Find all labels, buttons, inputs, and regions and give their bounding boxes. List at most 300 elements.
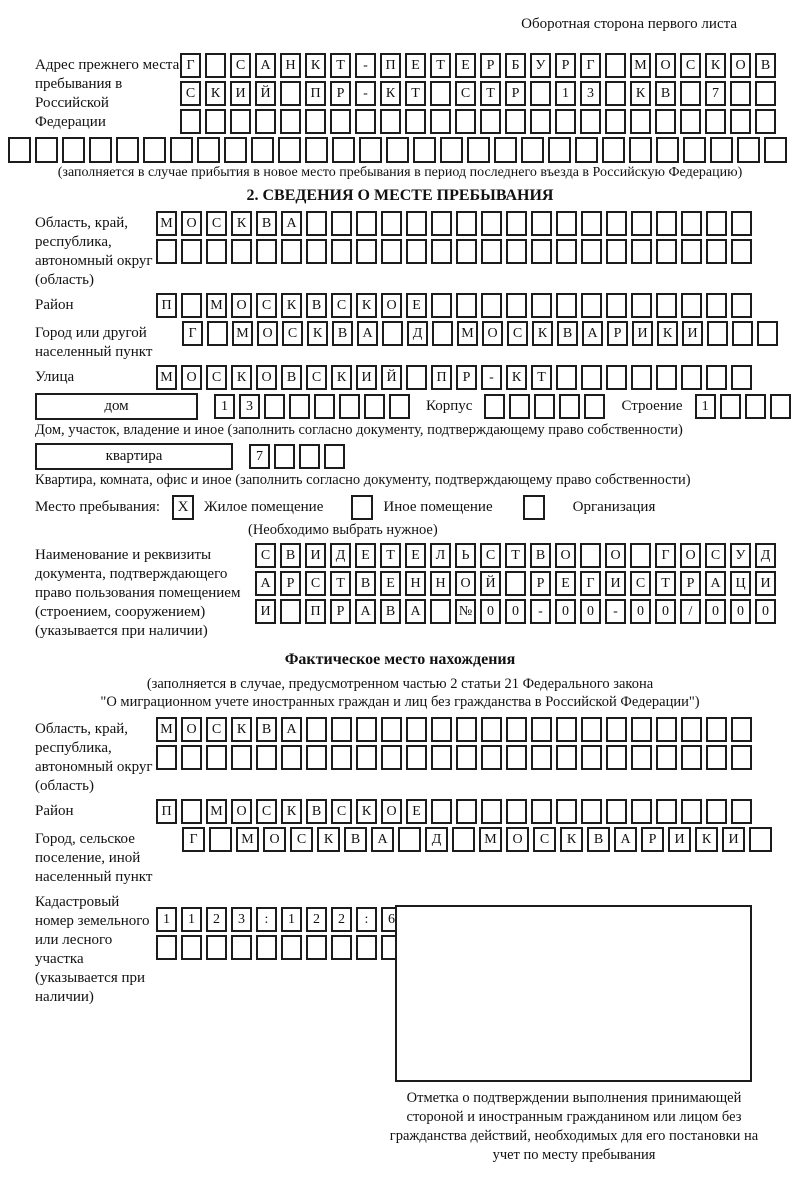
char-cell[interactable] [681,365,702,390]
char-cell[interactable] [506,293,527,318]
char-cell[interactable] [606,717,627,742]
char-cell[interactable]: О [655,53,676,78]
char-cell[interactable] [602,137,625,163]
char-cell[interactable] [386,137,409,163]
char-cell[interactable]: П [156,293,177,318]
char-cell[interactable] [706,365,727,390]
char-cell[interactable]: В [557,321,578,346]
char-cell[interactable] [730,109,751,134]
char-cell[interactable] [656,137,679,163]
char-cell[interactable] [481,239,502,264]
char-cell[interactable]: В [256,211,277,236]
char-cell[interactable] [731,211,752,236]
checkbox-organizatsiya[interactable] [523,495,545,520]
char-cell[interactable]: Е [406,293,427,318]
char-cell[interactable]: 1 [695,394,716,419]
char-cell[interactable] [381,211,402,236]
char-cell[interactable] [720,394,741,419]
char-cell[interactable] [209,827,232,852]
char-cell[interactable]: И [255,599,276,624]
char-cell[interactable] [706,239,727,264]
char-cell[interactable] [680,81,701,106]
char-cell[interactable]: С [507,321,528,346]
char-cell[interactable] [481,293,502,318]
char-cell[interactable] [456,717,477,742]
char-cell[interactable] [143,137,166,163]
char-cell[interactable] [506,239,527,264]
char-cell[interactable] [737,137,760,163]
char-cell[interactable] [656,799,677,824]
char-cell[interactable] [534,394,555,419]
checkbox-inoe-pomeshchenie[interactable] [351,495,373,520]
char-cell[interactable]: К [356,799,377,824]
char-cell[interactable] [605,53,626,78]
char-cell[interactable]: 1 [156,907,177,932]
char-cell[interactable] [606,745,627,770]
char-cell[interactable]: Н [405,571,426,596]
char-cell[interactable] [431,799,452,824]
char-cell[interactable] [381,717,402,742]
char-cell[interactable]: Л [430,543,451,568]
char-cell[interactable]: Н [280,53,301,78]
char-cell[interactable] [681,717,702,742]
char-cell[interactable] [656,211,677,236]
char-cell[interactable]: Ц [730,571,751,596]
char-cell[interactable]: 3 [239,394,260,419]
char-cell[interactable] [331,935,352,960]
char-cell[interactable]: К [307,321,328,346]
char-cell[interactable]: У [730,543,751,568]
char-cell[interactable] [631,717,652,742]
char-cell[interactable]: М [479,827,502,852]
char-cell[interactable] [531,717,552,742]
char-cell[interactable] [731,365,752,390]
char-cell[interactable]: И [682,321,703,346]
char-cell[interactable] [256,745,277,770]
char-cell[interactable]: Т [405,81,426,106]
char-cell[interactable]: А [255,53,276,78]
char-cell[interactable]: А [405,599,426,624]
char-cell[interactable]: В [280,543,301,568]
char-cell[interactable] [606,293,627,318]
char-cell[interactable]: С [680,53,701,78]
char-cell[interactable] [681,293,702,318]
char-cell[interactable] [731,799,752,824]
char-cell[interactable]: Е [406,799,427,824]
char-cell[interactable] [255,109,276,134]
char-cell[interactable] [456,799,477,824]
char-cell[interactable] [749,827,772,852]
char-cell[interactable]: 2 [206,907,227,932]
char-cell[interactable] [681,799,702,824]
char-cell[interactable] [116,137,139,163]
char-cell[interactable] [556,365,577,390]
char-cell[interactable] [707,321,728,346]
char-cell[interactable]: И [632,321,653,346]
char-cell[interactable]: П [380,53,401,78]
char-cell[interactable]: К [281,293,302,318]
char-cell[interactable] [580,543,601,568]
char-cell[interactable] [706,211,727,236]
char-cell[interactable]: С [331,799,352,824]
char-cell[interactable]: С [256,293,277,318]
char-cell[interactable] [606,211,627,236]
char-cell[interactable] [324,444,345,469]
char-cell[interactable]: Т [330,53,351,78]
char-cell[interactable] [405,109,426,134]
char-cell[interactable]: Т [480,81,501,106]
char-cell[interactable]: 6 [381,907,402,932]
char-cell[interactable]: 1 [281,907,302,932]
char-cell[interactable] [556,211,577,236]
char-cell[interactable]: О [181,717,202,742]
char-cell[interactable] [467,137,490,163]
char-cell[interactable] [680,109,701,134]
char-cell[interactable] [381,239,402,264]
char-cell[interactable] [432,321,453,346]
char-cell[interactable]: М [236,827,259,852]
char-cell[interactable]: Г [580,53,601,78]
char-cell[interactable]: О [730,53,751,78]
char-cell[interactable] [629,137,652,163]
char-cell[interactable] [631,365,652,390]
char-cell[interactable] [281,935,302,960]
char-cell[interactable]: П [305,599,326,624]
char-cell[interactable]: 3 [231,907,252,932]
char-cell[interactable] [656,745,677,770]
char-cell[interactable]: О [381,293,402,318]
char-cell[interactable]: С [206,211,227,236]
char-cell[interactable] [581,211,602,236]
char-cell[interactable] [380,109,401,134]
char-cell[interactable] [332,137,355,163]
char-cell[interactable]: А [614,827,637,852]
char-cell[interactable] [531,211,552,236]
char-cell[interactable]: Г [655,543,676,568]
char-cell[interactable] [205,109,226,134]
char-cell[interactable] [280,81,301,106]
char-cell[interactable]: Т [430,53,451,78]
char-cell[interactable] [382,321,403,346]
char-cell[interactable]: С [290,827,313,852]
char-cell[interactable] [256,935,277,960]
char-cell[interactable] [731,239,752,264]
char-cell[interactable] [655,109,676,134]
char-cell[interactable] [356,211,377,236]
char-cell[interactable] [339,394,360,419]
char-cell[interactable] [706,799,727,824]
char-cell[interactable] [556,745,577,770]
char-cell[interactable] [231,935,252,960]
char-cell[interactable]: Д [330,543,351,568]
char-cell[interactable]: Р [456,365,477,390]
char-cell[interactable]: 0 [705,599,726,624]
char-cell[interactable] [556,799,577,824]
char-cell[interactable] [331,239,352,264]
char-cell[interactable] [506,799,527,824]
char-cell[interactable] [656,717,677,742]
char-cell[interactable]: И [356,365,377,390]
char-cell[interactable] [356,935,377,960]
char-cell[interactable]: С [230,53,251,78]
char-cell[interactable] [406,211,427,236]
char-cell[interactable] [306,211,327,236]
char-cell[interactable]: Р [330,599,351,624]
char-cell[interactable] [581,745,602,770]
char-cell[interactable]: А [705,571,726,596]
char-cell[interactable]: 0 [505,599,526,624]
char-cell[interactable]: 0 [730,599,751,624]
char-cell[interactable] [506,745,527,770]
char-cell[interactable]: В [306,799,327,824]
char-cell[interactable]: В [755,53,776,78]
char-cell[interactable] [224,137,247,163]
char-cell[interactable] [251,137,274,163]
char-cell[interactable] [732,321,753,346]
char-cell[interactable] [355,109,376,134]
char-cell[interactable]: В [380,599,401,624]
char-cell[interactable]: М [457,321,478,346]
char-cell[interactable] [606,239,627,264]
char-cell[interactable]: О [482,321,503,346]
char-cell[interactable] [89,137,112,163]
char-cell[interactable]: С [480,543,501,568]
char-cell[interactable] [631,293,652,318]
char-cell[interactable] [681,745,702,770]
char-cell[interactable]: 2 [306,907,327,932]
char-cell[interactable]: В [281,365,302,390]
char-cell[interactable] [481,211,502,236]
char-cell[interactable]: Н [430,571,451,596]
char-cell[interactable]: К [380,81,401,106]
char-cell[interactable]: М [156,211,177,236]
char-cell[interactable]: Е [455,53,476,78]
char-cell[interactable] [281,745,302,770]
char-cell[interactable]: Р [641,827,664,852]
dom-type-box[interactable]: дом [35,393,198,420]
char-cell[interactable] [631,239,652,264]
char-cell[interactable]: О [257,321,278,346]
char-cell[interactable]: К [317,827,340,852]
char-cell[interactable] [381,745,402,770]
char-cell[interactable]: Й [381,365,402,390]
char-cell[interactable]: 7 [705,81,726,106]
char-cell[interactable]: Е [405,53,426,78]
char-cell[interactable]: М [206,293,227,318]
char-cell[interactable]: И [605,571,626,596]
char-cell[interactable] [581,799,602,824]
char-cell[interactable] [278,137,301,163]
char-cell[interactable]: Й [480,571,501,596]
char-cell[interactable]: К [231,717,252,742]
char-cell[interactable] [494,137,517,163]
char-cell[interactable] [606,799,627,824]
char-cell[interactable] [584,394,605,419]
char-cell[interactable]: Р [530,571,551,596]
char-cell[interactable] [181,293,202,318]
char-cell[interactable] [406,717,427,742]
char-cell[interactable] [706,717,727,742]
char-cell[interactable]: К [356,293,377,318]
char-cell[interactable]: С [256,799,277,824]
char-cell[interactable]: В [256,717,277,742]
char-cell[interactable] [656,365,677,390]
char-cell[interactable]: К [205,81,226,106]
char-cell[interactable]: А [255,571,276,596]
char-cell[interactable]: Р [607,321,628,346]
char-cell[interactable] [631,211,652,236]
char-cell[interactable]: С [206,717,227,742]
char-cell[interactable] [306,745,327,770]
char-cell[interactable] [205,53,226,78]
char-cell[interactable]: 0 [480,599,501,624]
char-cell[interactable] [505,109,526,134]
char-cell[interactable]: К [695,827,718,852]
char-cell[interactable] [530,81,551,106]
char-cell[interactable]: А [281,717,302,742]
char-cell[interactable]: О [455,571,476,596]
char-cell[interactable] [757,321,778,346]
char-cell[interactable] [631,799,652,824]
char-cell[interactable] [710,137,733,163]
char-cell[interactable] [452,827,475,852]
char-cell[interactable]: Е [405,543,426,568]
char-cell[interactable] [606,365,627,390]
char-cell[interactable] [455,109,476,134]
char-cell[interactable] [755,109,776,134]
char-cell[interactable]: Е [555,571,576,596]
char-cell[interactable] [681,211,702,236]
char-cell[interactable] [456,745,477,770]
char-cell[interactable] [413,137,436,163]
char-cell[interactable]: И [722,827,745,852]
char-cell[interactable]: Т [531,365,552,390]
char-cell[interactable]: И [668,827,691,852]
char-cell[interactable] [299,444,320,469]
char-cell[interactable] [206,935,227,960]
char-cell[interactable] [456,293,477,318]
char-cell[interactable] [581,239,602,264]
char-cell[interactable]: - [481,365,502,390]
char-cell[interactable]: Г [182,827,205,852]
char-cell[interactable] [481,745,502,770]
char-cell[interactable]: С [282,321,303,346]
char-cell[interactable]: К [506,365,527,390]
char-cell[interactable] [431,211,452,236]
char-cell[interactable]: - [355,81,376,106]
char-cell[interactable] [745,394,766,419]
char-cell[interactable] [530,109,551,134]
char-cell[interactable]: А [355,599,376,624]
char-cell[interactable]: С [705,543,726,568]
char-cell[interactable] [764,137,787,163]
char-cell[interactable] [170,137,193,163]
char-cell[interactable]: Б [505,53,526,78]
char-cell[interactable]: В [344,827,367,852]
char-cell[interactable] [35,137,58,163]
char-cell[interactable] [521,137,544,163]
char-cell[interactable]: С [630,571,651,596]
char-cell[interactable] [730,81,751,106]
char-cell[interactable] [531,799,552,824]
char-cell[interactable]: : [356,907,377,932]
char-cell[interactable]: Т [330,571,351,596]
char-cell[interactable] [406,365,427,390]
char-cell[interactable]: 0 [655,599,676,624]
char-cell[interactable]: Т [380,543,401,568]
char-cell[interactable]: К [305,53,326,78]
char-cell[interactable]: Г [580,571,601,596]
char-cell[interactable]: Р [555,53,576,78]
char-cell[interactable] [430,109,451,134]
char-cell[interactable] [440,137,463,163]
char-cell[interactable] [356,745,377,770]
char-cell[interactable]: О [506,827,529,852]
char-cell[interactable]: С [305,571,326,596]
char-cell[interactable]: К [705,53,726,78]
char-cell[interactable]: К [560,827,583,852]
char-cell[interactable]: С [331,293,352,318]
char-cell[interactable]: М [156,365,177,390]
char-cell[interactable] [555,109,576,134]
char-cell[interactable]: О [181,365,202,390]
char-cell[interactable] [506,717,527,742]
char-cell[interactable] [484,394,505,419]
char-cell[interactable]: Й [255,81,276,106]
char-cell[interactable] [559,394,580,419]
char-cell[interactable] [280,599,301,624]
char-cell[interactable] [430,599,451,624]
char-cell[interactable] [406,745,427,770]
char-cell[interactable]: К [630,81,651,106]
char-cell[interactable]: К [532,321,553,346]
char-cell[interactable]: - [355,53,376,78]
char-cell[interactable]: О [263,827,286,852]
char-cell[interactable]: 2 [331,907,352,932]
char-cell[interactable]: М [156,717,177,742]
char-cell[interactable]: П [431,365,452,390]
char-cell[interactable]: 1 [555,81,576,106]
char-cell[interactable]: К [231,211,252,236]
char-cell[interactable] [281,239,302,264]
char-cell[interactable]: / [680,599,701,624]
char-cell[interactable]: С [180,81,201,106]
char-cell[interactable] [531,293,552,318]
char-cell[interactable]: 1 [181,907,202,932]
char-cell[interactable] [548,137,571,163]
char-cell[interactable] [331,717,352,742]
char-cell[interactable]: К [281,799,302,824]
char-cell[interactable]: О [231,799,252,824]
char-cell[interactable] [506,211,527,236]
char-cell[interactable] [305,137,328,163]
char-cell[interactable] [331,211,352,236]
char-cell[interactable]: П [305,81,326,106]
char-cell[interactable] [731,745,752,770]
char-cell[interactable] [770,394,791,419]
char-cell[interactable]: 7 [249,444,270,469]
char-cell[interactable]: 0 [555,599,576,624]
char-cell[interactable]: Д [425,827,448,852]
char-cell[interactable]: № [455,599,476,624]
char-cell[interactable] [481,717,502,742]
char-cell[interactable] [630,543,651,568]
char-cell[interactable] [398,827,421,852]
char-cell[interactable] [605,81,626,106]
char-cell[interactable] [306,935,327,960]
char-cell[interactable] [556,717,577,742]
char-cell[interactable]: Р [505,81,526,106]
